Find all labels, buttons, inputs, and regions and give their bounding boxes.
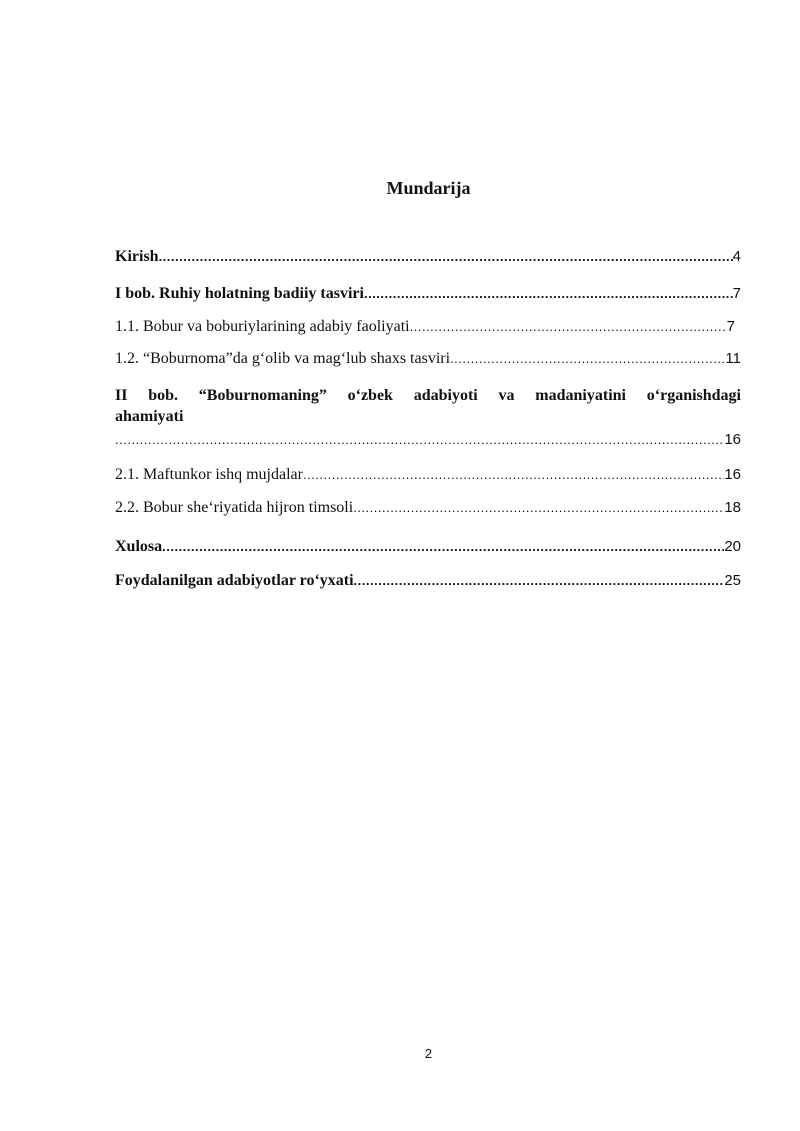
toc-entry-label: Kirish bbox=[115, 248, 159, 265]
toc-entry-label: 2.2. Bobur she‘riyatida hijron timsoli bbox=[115, 499, 354, 516]
toc-leader-dots bbox=[410, 317, 727, 337]
toc-entry-label: I bob. Ruhiy holatning badiiy tasviri bbox=[115, 285, 364, 302]
toc-entry-references bbox=[115, 571, 741, 591]
toc-leader-dots bbox=[364, 284, 733, 304]
toc-leader-dots bbox=[354, 571, 725, 591]
toc-entry-chapter-1 bbox=[115, 284, 741, 304]
page-number: 2 bbox=[424, 1046, 433, 1061]
toc-entry-1-1 bbox=[115, 317, 735, 337]
toc-leader-dots bbox=[115, 430, 724, 450]
toc-entry-label: Foydalanilgan adabiyotlar ro‘yxati bbox=[115, 572, 354, 589]
toc-entry-kirish bbox=[115, 247, 741, 267]
toc-entry-chapter-2 bbox=[115, 385, 741, 427]
toc-leader-dots bbox=[303, 465, 724, 485]
toc-entry-page: 7 bbox=[732, 285, 741, 302]
toc-entry-page: 11 bbox=[725, 350, 741, 367]
toc-leader-dots bbox=[450, 349, 725, 369]
document-title: Mundarija bbox=[386, 178, 471, 198]
toc-entry-label: 1.2. “Boburnoma”da g‘olib va mag‘lub shaxs tasviri bbox=[115, 350, 451, 367]
toc-leader-dots bbox=[159, 247, 733, 267]
toc-leader-dots bbox=[162, 537, 724, 557]
toc-entry-page: 7 bbox=[726, 318, 735, 335]
toc-entry-1-2 bbox=[115, 349, 741, 369]
toc-entry-label: 1.1. Bobur va boburiylarining adabiy faoliyati bbox=[115, 318, 410, 335]
toc-entry-page: 4 bbox=[732, 248, 741, 265]
toc-entry-xulosa bbox=[115, 537, 741, 557]
toc-entry-label: Xulosa bbox=[115, 538, 163, 555]
toc-entry-page: 25 bbox=[724, 572, 741, 589]
toc-entry-page: 20 bbox=[724, 538, 741, 555]
toc-entry-page: 16 bbox=[724, 431, 741, 448]
toc-entry-chapter-2-page-line bbox=[115, 430, 741, 450]
toc-entry-label: 2.1. Maftunkor ishq mujdalar bbox=[115, 466, 303, 483]
toc-entry-label-line1: II bob. “Boburnomaning” o‘zbek adabiyoti va madaniyatini o‘rganishdagi bbox=[115, 387, 741, 404]
toc-entry-2-2 bbox=[115, 498, 741, 518]
toc-entry-page: 18 bbox=[724, 499, 741, 516]
toc-entry-label-line2: ahamiyati bbox=[115, 408, 184, 425]
toc-entry-page: 16 bbox=[724, 466, 741, 483]
toc-leader-dots bbox=[353, 498, 724, 518]
toc-entry-2-1 bbox=[115, 465, 741, 485]
